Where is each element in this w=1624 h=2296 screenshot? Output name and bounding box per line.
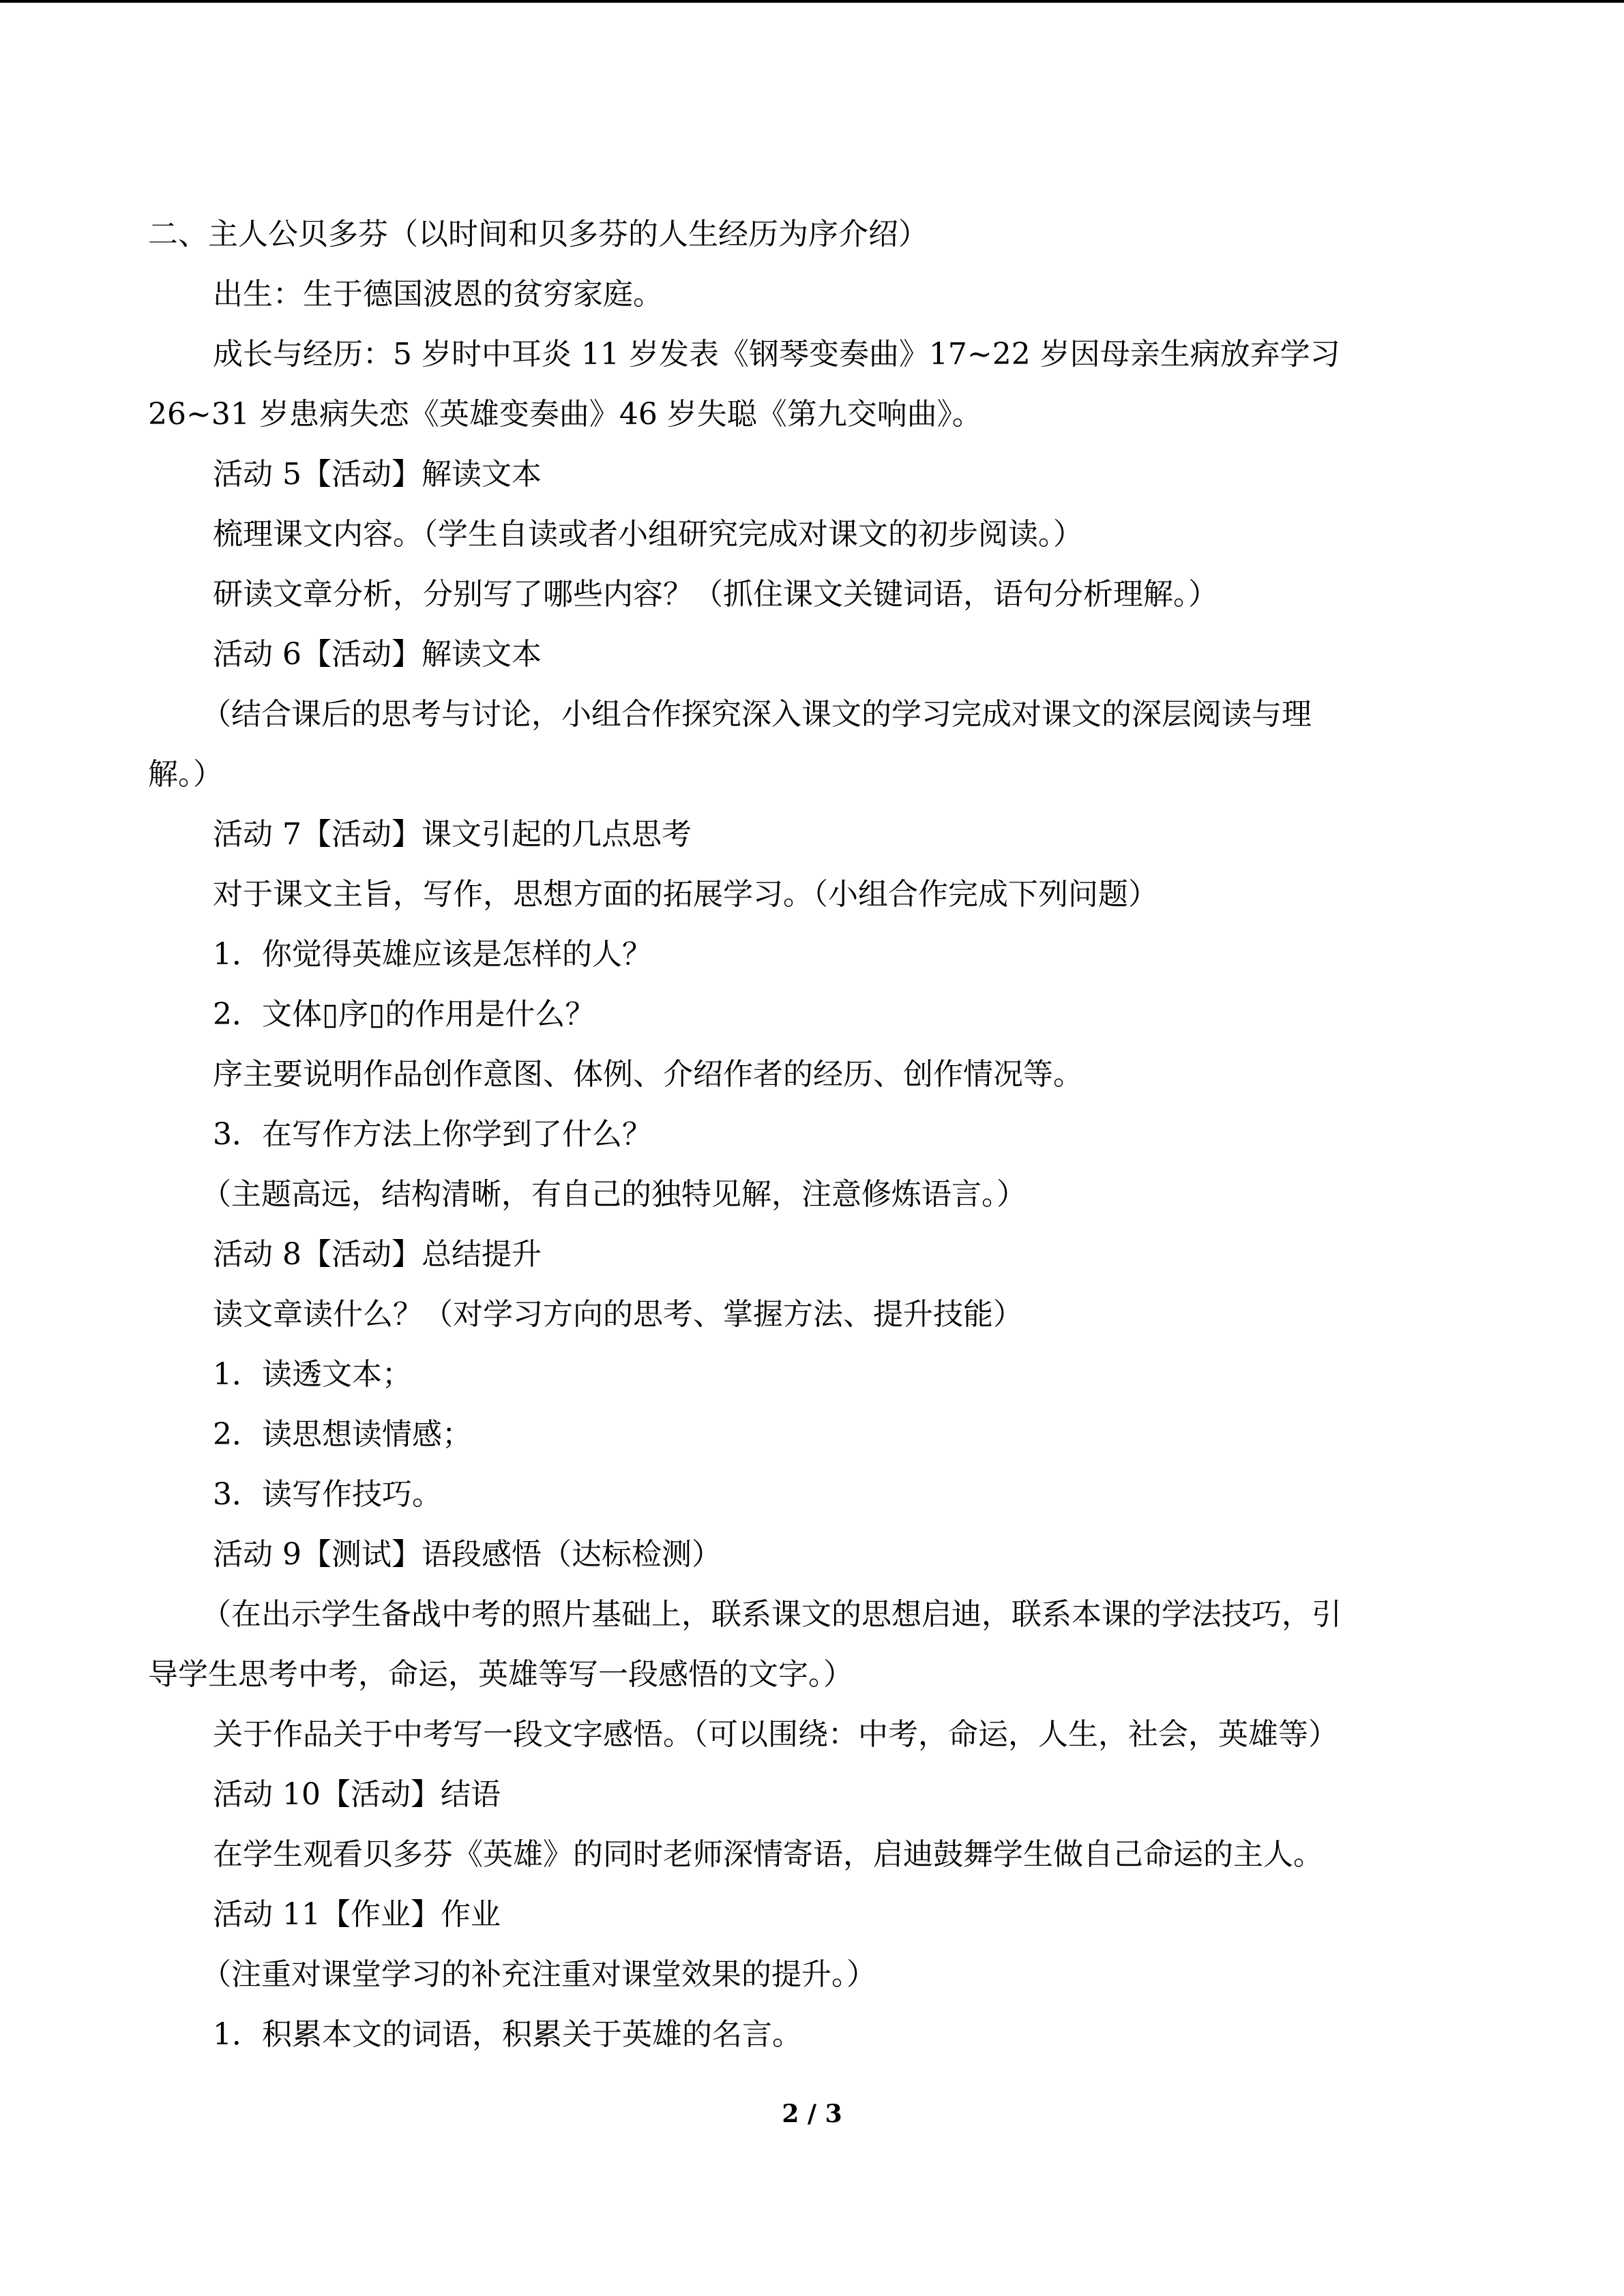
paragraph: 在学生观看贝多芬《英雄》的同时老师深情寄语，启迪鼓舞学生做自己命运的主人。 (213, 1837, 1323, 1872)
paragraph-continued: 导学生思考中考，命运，英雄等写一段感悟的文字。） (148, 1657, 853, 1692)
paragraph: 梳理课文内容。（学生自读或者小组研究完成对课文的初步阅读。） (213, 517, 1083, 552)
paragraph: （主题高远，结构清晰，有自己的独特见解，注意修炼语言。） (201, 1177, 1027, 1212)
list-item: 3．读写作技巧。 (213, 1477, 442, 1512)
activity-9-heading: 活动 9【测试】语段感悟（达标检测） (213, 1537, 722, 1572)
paragraph: （在出示学生备战中考的照片基础上，联系课文的思想启迪，联系本课的学法技巧，引 (201, 1597, 1342, 1632)
section-heading: 二、主人公贝多芬（以时间和贝多芬的人生经历为序介绍） (148, 217, 928, 252)
paragraph-continued: 解。） (148, 757, 223, 792)
page-number: 2 / 3 (782, 2100, 842, 2128)
paragraph: 读文章读什么？（对学习方向的思考、掌握方法、提升技能） (213, 1297, 1023, 1332)
question-item: 2．文体▯序▯的作用是什么？ (213, 997, 595, 1032)
activity-6-heading: 活动 6【活动】解读文本 (213, 637, 542, 672)
top-border-line (0, 0, 1624, 3)
activity-5-heading: 活动 5【活动】解读文本 (213, 457, 542, 492)
question-item: 3．在写作方法上你学到了什么？ (213, 1117, 652, 1152)
list-item: 1．读透文本； (213, 1357, 412, 1392)
document-body (148, 205, 1464, 2065)
paragraph-growth-continued: 26~31 岁患病失恋《英雄变奏曲》46 岁失聪《第九交响曲》。 (148, 397, 982, 432)
activity-7-heading: 活动 7【活动】课文引起的几点思考 (213, 817, 692, 852)
activity-8-heading: 活动 8【活动】总结提升 (213, 1237, 542, 1272)
paragraph: 序主要说明作品创作意图、体例、介绍作者的经历、创作情况等。 (213, 1057, 1083, 1092)
activity-10-heading: 活动 10【活动】结语 (213, 1777, 501, 1812)
paragraph: 关于作品关于中考写一段文字感悟。（可以围绕：中考，命运，人生，社会，英雄等） (213, 1717, 1338, 1752)
paragraph-birth: 出生：生于德国波恩的贫穷家庭。 (213, 277, 663, 312)
list-item: 2．读思想读情感； (213, 1417, 472, 1452)
paragraph: （注重对课堂学习的补充注重对课堂效果的提升。） (201, 1957, 876, 1992)
paragraph: 对于课文主旨，写作，思想方面的拓展学习。（小组合作完成下列问题） (213, 877, 1158, 912)
activity-11-heading: 活动 11【作业】作业 (213, 1897, 501, 1932)
list-item: 1．积累本文的词语，积累关于英雄的名言。 (213, 2017, 802, 2052)
question-item: 1．你觉得英雄应该是怎样的人？ (213, 937, 652, 972)
paragraph: 研读文章分析，分别写了哪些内容？（抓住课文关键词语，语句分析理解。） (213, 577, 1218, 612)
paragraph: （结合课后的思考与讨论，小组合作探究深入课文的学习完成对课文的深层阅读与理 (201, 697, 1312, 732)
paragraph-growth: 成长与经历：5 岁时中耳炎 11 岁发表《钢琴变奏曲》17~22 岁因母亲生病放弃学习 (213, 337, 1340, 372)
